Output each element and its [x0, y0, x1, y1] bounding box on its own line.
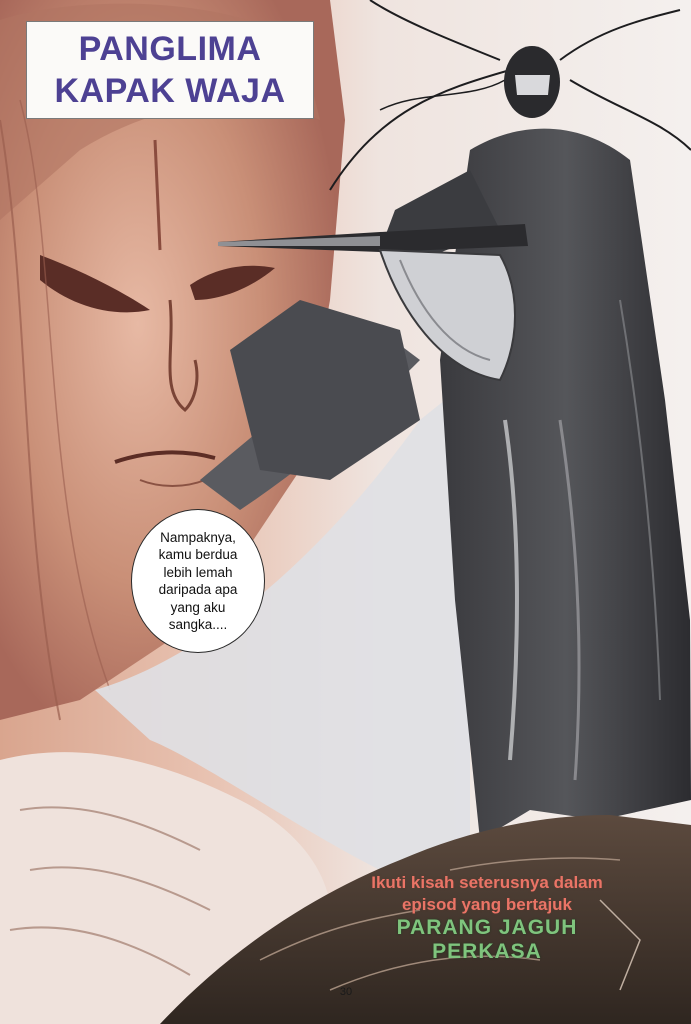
bubble-line: kamu berdua: [158, 547, 238, 562]
next-episode-teaser: [322, 872, 652, 964]
speech-bubble: [131, 509, 265, 653]
title-line-2: KAPAK WAJA: [54, 72, 286, 110]
teaser-line-2: episod yang bertajuk: [401, 895, 573, 914]
speech-bubble-text: [142, 529, 254, 634]
bubble-line: yang aku: [170, 599, 226, 615]
teaser-line-1: Ikuti kisah seterusnya dalam: [371, 873, 603, 892]
title-line-1: PANGLIMA: [78, 30, 262, 68]
bubble-line: sangka....: [168, 617, 228, 632]
episode-title-line-1: PARANG JAGUH: [396, 916, 578, 939]
episode-title-line-2: PERKASA: [432, 940, 542, 963]
page-number: 30: [339, 986, 353, 998]
bubble-line: lebih lemah: [163, 564, 233, 580]
title-box: [26, 21, 314, 119]
bubble-line: daripada apa: [158, 582, 238, 597]
bubble-line: Nampaknya,: [160, 529, 236, 545]
